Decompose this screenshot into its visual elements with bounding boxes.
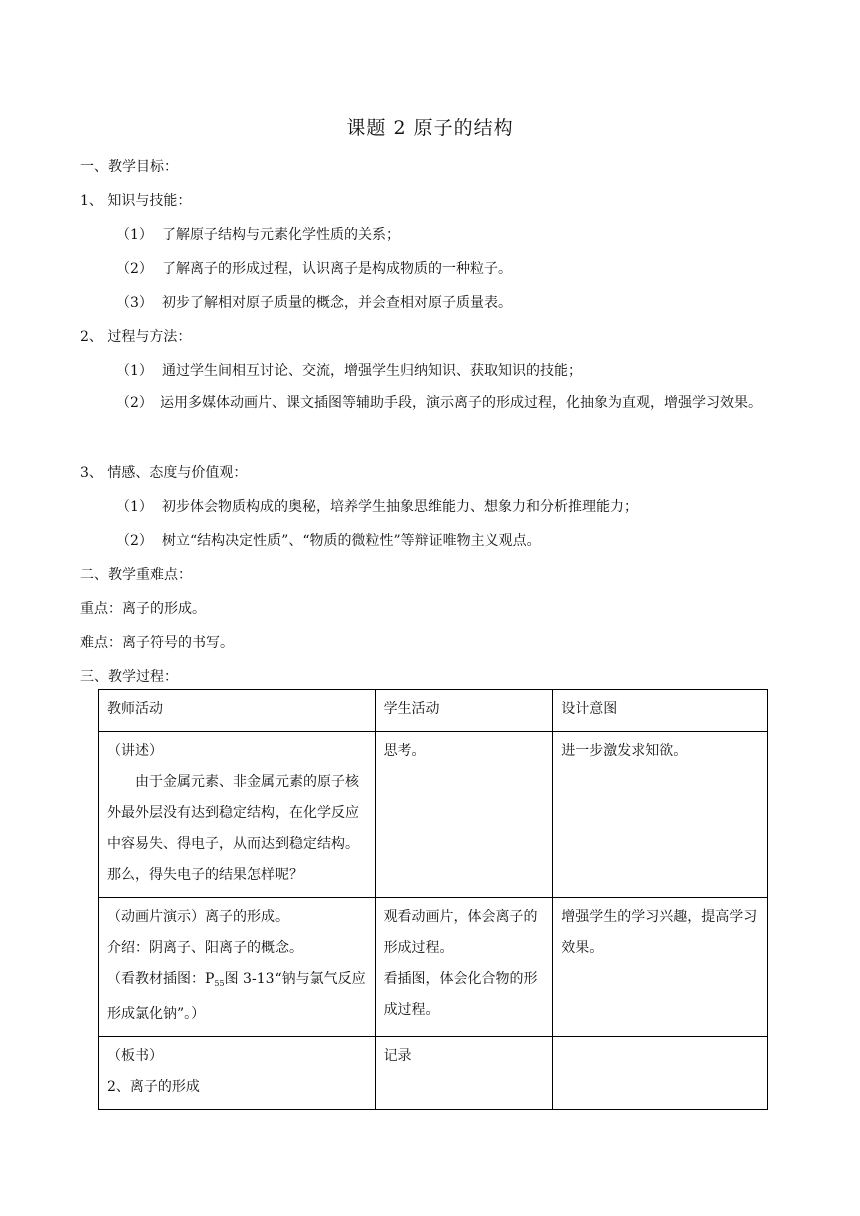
section-heading-process: 三、教学过程：: [80, 669, 178, 685]
list-item: （3） 初步了解相对原子质量的概念，并会查相对原子质量表。: [116, 295, 512, 311]
section-heading-key-points: 二、教学重难点：: [80, 567, 192, 583]
header-student-activity: 学生活动: [375, 690, 553, 732]
list-item: （2） 树立“结构决定性质”、“物质的微粒性”等辩证唯物主义观点。: [116, 533, 541, 549]
key-point: 重点：离子的形成。: [80, 601, 206, 617]
subheading-emotion-values: 3、 情感、态度与价值观：: [80, 465, 248, 481]
header-teacher-activity: 教师活动: [99, 690, 376, 732]
table-header-row: [99, 690, 768, 732]
subheading-knowledge-skills: 1、 知识与技能：: [80, 193, 192, 209]
table-cell-student: 思考。: [375, 732, 553, 898]
difficult-point: 难点：离子符号的书写。: [80, 635, 234, 651]
table-row: [99, 732, 768, 898]
table-cell-intent: 进一步激发求知欲。: [553, 732, 768, 898]
table-row: [99, 1037, 768, 1110]
teaching-process-table: [98, 689, 768, 1110]
table-cell-student: 记录: [375, 1037, 553, 1110]
table-cell-teacher: （讲述） 由于金属元素、非金属元素的原子核外最外层没有达到稳定结构，在化学反应中容易失、得电子，从而达到稳定结构。那么，得失电子的结果怎样呢？: [99, 732, 376, 898]
section-heading-objectives: 一、教学目标：: [80, 159, 178, 175]
page-title: 课题 2 原子的结构: [346, 117, 514, 139]
list-item: （1） 通过学生间相互讨论、交流，增强学生归纳知识、获取知识的技能；: [116, 363, 582, 379]
table-cell-intent: 增强学生的学习兴趣，提高学习效果。: [553, 898, 768, 1037]
header-design-intent: 设计意图: [553, 690, 768, 732]
subheading-process-methods: 2、 过程与方法：: [80, 329, 192, 345]
list-item: （2） 运用多媒体动画片、课文插图等辅助手段，演示离子的形成过程，化抽象为直观，增强学习效果。: [116, 395, 762, 411]
table-row: [99, 898, 768, 1037]
table-cell-student: 观看动画片，体会离子的形成过程。 看插图，体会化合物的形成过程。: [375, 898, 553, 1037]
list-item: （2） 了解离子的形成过程，认识离子是构成物质的一种粒子。: [116, 261, 512, 277]
table-cell-teacher: （动画片演示）离子的形成。 介绍：阴离子、阳离子的概念。 （看教材插图：$P_{55}$图 3-13“钠与氯气反应形成氯化钠”。）: [99, 898, 376, 1037]
list-item: （1） 了解原子结构与元素化学性质的关系；: [116, 227, 400, 243]
table-cell-teacher: （板书） 2、离子的形成: [99, 1037, 376, 1110]
table-cell-intent: [553, 1037, 768, 1110]
list-item: （1） 初步体会物质构成的奥秘，培养学生抽象思维能力、想象力和分析推理能力；: [116, 499, 638, 515]
